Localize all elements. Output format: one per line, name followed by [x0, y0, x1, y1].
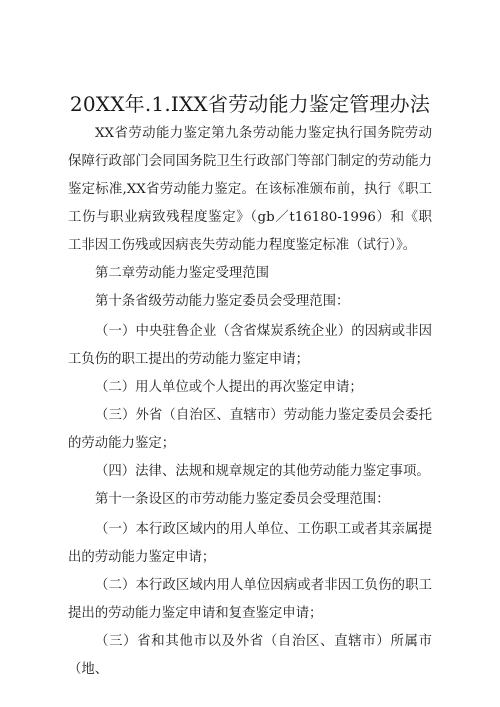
article-10-item-4: （四）法律、法规和规章规定的其他劳动能力鉴定事项。: [95, 464, 430, 479]
article-11-item-1: （一）本行政区域内的用人单位、工伤职工或者其亲属提出的劳动能力鉴定申请；: [68, 522, 432, 565]
article-11: 第十一条设区的市劳动能力鉴定委员会受理范围：: [95, 492, 390, 507]
article-11-item-2: （二）本行政区域内用人单位因病或者非因工负伤的职工提出的劳动能力鉴定申请和复查鉴定申请；: [68, 578, 432, 621]
article-11-item-3: （三）省和其他市以及外省（自治区、直辖市）所属市（地、: [68, 634, 432, 677]
article-10-item-2: （二）用人单位或个人提出的再次鉴定申请；: [95, 380, 363, 395]
paragraph-intro: XX省劳动能力鉴定第九条劳动能力鉴定执行国务院劳动保障行政部门会同国务院卫生行政部门等部门制定的劳动能力鉴定标准,XX省劳动能力鉴定。在该标准颁布前，执行《职工工伤与职业病致残程度鉴定》（gb／t16180-1996）和《职工非因工伤残或因病丧失劳动能力程度鉴定标准（试行）》。: [68, 126, 432, 253]
article-10-item-1: （一）中央驻鲁企业（含省煤炭系统企业）的因病或非因工负伤的职工提出的劳动能力鉴定申请；: [68, 324, 432, 367]
article-10: 第十条省级劳动能力鉴定委员会受理范围：: [95, 294, 350, 309]
document-title: 20XX年.1.IXX省劳动能力鉴定管理办法: [69, 92, 431, 116]
chapter-heading: 第二章劳动能力鉴定受理范围: [95, 266, 270, 281]
article-10-item-3: （三）外省（自治区、直辖市）劳动能力鉴定委员会委托的劳动能力鉴定；: [68, 408, 432, 451]
